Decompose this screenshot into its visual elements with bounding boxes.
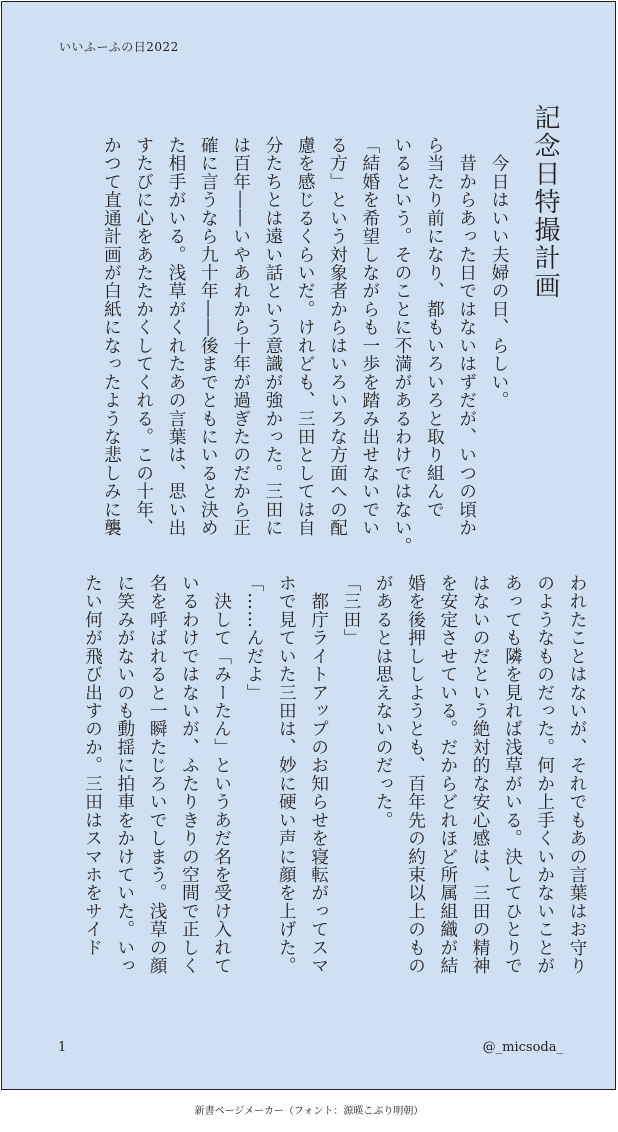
book-page: [1, 1, 616, 1090]
page-header: いいふーふの日2022: [59, 40, 179, 54]
body-text-lower: われたことはないが、それでもあの言葉はお守り のようなものだった。何か上手くいかないことが あっても隣を見れば浅草がいる。決してひとりで はないのだという絶対的な安心感は、三田の精神 を安定させている。だからどれほど所属組織が結 婚を後押ししようとも、百年先の約束以上のもの があるとは思えないのだった。 「三田」 都庁ライトアップのお知らせを寝転がってスマ ホで見ていた三田は、妙に硬い声に顔を上げた。 「……んだよ」 決して「みーたん」というあだ名を受け入れて いるわけではないが、ふたりきりの空間で正しく 名を呼ばれると一瞬たじろいでしまう。浅草の顔 に笑みがないのも動揺に拍車をかけていた。いっ たい何が飛び出すのか。三田はスマホをサイド: [82, 574, 587, 975]
story-title: 記念日特撮計画: [530, 104, 560, 300]
page-number: 1: [58, 1040, 67, 1055]
body-text-upper: 今日はいい夫婦の日、らしい。 昔からあった日ではないはずだが、いつの頃か ら当たり前になり、都もいろいろと取り組んで いるという。そのことに不満があるわけではない。 「結婚を希望しながらも一歩を踏み出せないでい る方」という対象者からはいろいろな方面への配 慮を感じるくらいだ。けれども、三田としては自 分たちとは遠い話という意識が強かった。三田に は百年――いやあれから十年が過ぎたのだから正 確に言うなら九十年――後までともにいると決め た相手がいる。浅草がくれたあの言葉は、思い出 すたびに心をあたたかくしてくれる。この十年、 かつて直通計画が白紙になったような悲しみに襲: [101, 136, 509, 556]
generator-credit: 新書ページメーカー（フォント：源暎こぶり明朝）: [194, 1106, 424, 1117]
author-handle: @_micsoda_: [482, 1040, 563, 1055]
